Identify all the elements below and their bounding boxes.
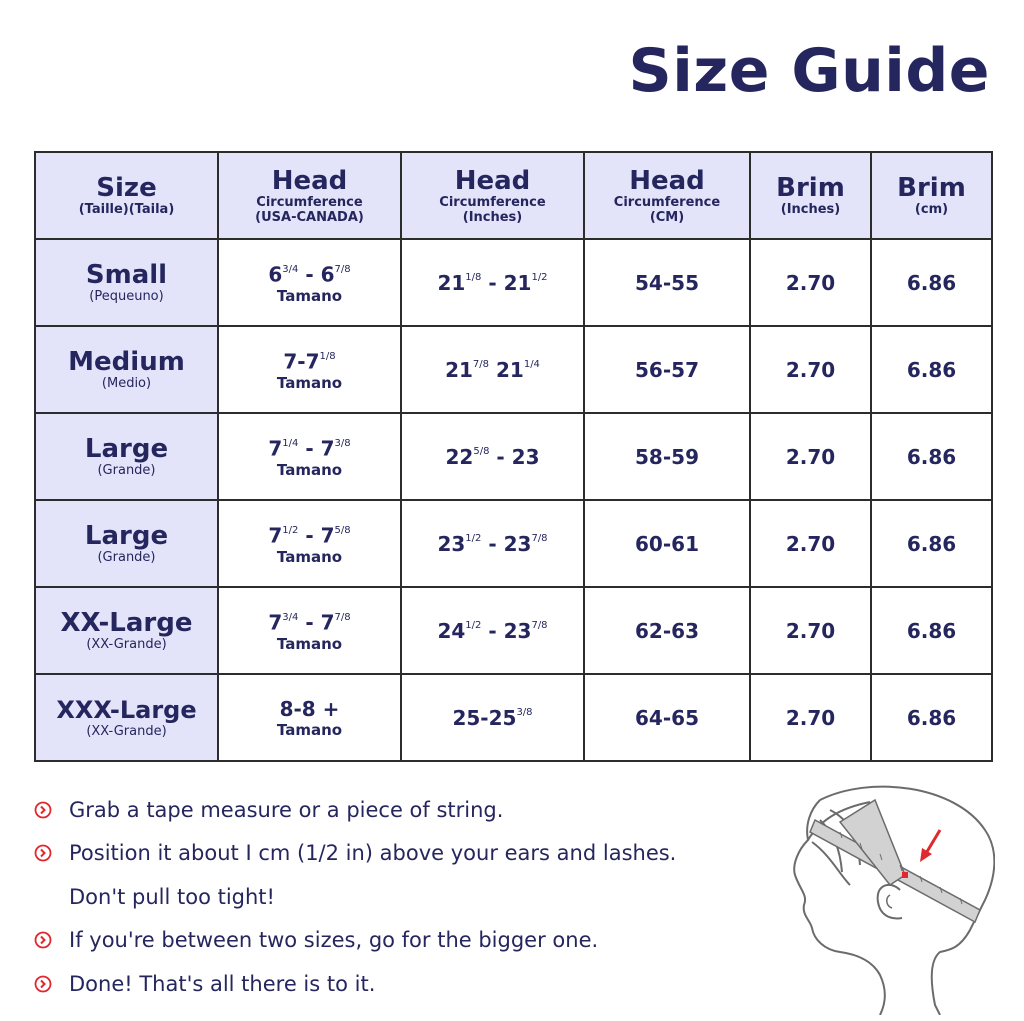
table-row [35, 587, 992, 674]
size-label: Medium [68, 347, 185, 377]
size-label: XXX-Large [56, 696, 197, 724]
table-row [35, 413, 992, 500]
tip-item [34, 962, 754, 1006]
size-sublabel: (Grande) [97, 463, 156, 478]
usa-canada-cell [218, 674, 401, 761]
inches-value: $22^{5/8} - 23$ [445, 444, 540, 469]
inches-value: $23^{1/2} - 23^{7/8}$ [437, 531, 548, 556]
header-brim-cm: Brim (cm) [871, 152, 992, 239]
table-row [35, 500, 992, 587]
cm-cell [584, 326, 750, 413]
table-row [35, 326, 992, 413]
usa-canada-value: $7^{1/2} - 7^{5/8}$ [268, 523, 351, 548]
tip-item [34, 919, 754, 963]
brim-cm-cell [871, 239, 992, 326]
inches-cell [401, 674, 584, 761]
size-cell [35, 326, 218, 413]
usa-canada-value: $6^{3/4} - 6^{7/8}$ [268, 262, 351, 287]
inches-value: $21^{7/8}$ $21^{1/4}$ [445, 357, 540, 382]
size-sublabel: (Medio) [101, 376, 152, 391]
cm-cell [584, 587, 750, 674]
tip-item [34, 875, 754, 919]
header-head-usa: Head Circumference (USA-CANADA) [218, 152, 401, 239]
usa-canada-sublabel: Tamano [276, 373, 343, 392]
chevron-circle-right-icon [34, 931, 52, 949]
usa-canada-sublabel: Tamano [276, 286, 343, 305]
brim-inches-value: 2.70 [785, 444, 836, 469]
header-row [35, 152, 992, 239]
usa-canada-cell [218, 587, 401, 674]
size-label: XX-Large [60, 608, 193, 638]
usa-canada-value: 8-8 + [279, 696, 340, 721]
usa-canada-cell [218, 326, 401, 413]
size-label: Large [84, 434, 169, 464]
tip-item [34, 788, 754, 832]
size-sublabel: (Grande) [97, 550, 156, 565]
size-cell [35, 413, 218, 500]
size-label: Small [85, 260, 168, 290]
brim-inches-value: 2.70 [785, 357, 836, 382]
inches-value: $24^{1/2} - 23^{7/8}$ [437, 618, 548, 643]
inches-cell [401, 500, 584, 587]
brim-cm-value: 6.86 [906, 531, 957, 556]
size-cell [35, 674, 218, 761]
size-label: Large [84, 521, 169, 551]
brim-cm-cell [871, 587, 992, 674]
tips-list [34, 788, 754, 1006]
cm-cell [584, 500, 750, 587]
usa-canada-value: $7-7^{1/8}$ [283, 349, 336, 374]
table-row [35, 674, 992, 761]
size-table [34, 151, 993, 762]
header-head-cm: Head Circumference (CM) [584, 152, 750, 239]
cm-value: 60-61 [635, 531, 699, 556]
tip-item [34, 832, 754, 876]
cm-value: 54-55 [635, 270, 699, 295]
cm-value: 58-59 [635, 444, 699, 469]
brim-cm-cell [871, 413, 992, 500]
brim-inches-value: 2.70 [785, 618, 836, 643]
head-tape-measure-illustration [780, 780, 995, 1015]
brim-cm-value: 6.86 [906, 618, 957, 643]
chevron-circle-right-icon [34, 844, 52, 862]
size-cell [35, 239, 218, 326]
tip-text: Grab a tape measure or a piece of string. [69, 797, 504, 822]
brim-cm-cell [871, 500, 992, 587]
inches-value: $21^{1/8} - 21^{1/2}$ [437, 270, 548, 295]
size-cell [35, 500, 218, 587]
tip-text: Done! That's all there is to it. [69, 971, 376, 996]
inches-cell [401, 413, 584, 500]
tip-text: If you're between two sizes, go for the bigger one. [69, 928, 599, 953]
brim-inches-cell [750, 239, 871, 326]
header-brim-inches: Brim (Inches) [750, 152, 871, 239]
brim-inches-cell [750, 326, 871, 413]
usa-canada-sublabel: Tamano [276, 634, 343, 653]
tip-text: Position it about I cm (1/2 in) above your ears and lashes. [69, 841, 677, 866]
size-sublabel: (XX-Grande) [86, 724, 167, 739]
usa-canada-sublabel: Tamano [276, 547, 343, 566]
inches-cell [401, 326, 584, 413]
brim-inches-value: 2.70 [785, 270, 836, 295]
brim-inches-cell [750, 674, 871, 761]
brim-inches-cell [750, 500, 871, 587]
usa-canada-value: $7^{3/4} - 7^{7/8}$ [268, 610, 351, 635]
chevron-circle-right-icon [34, 801, 52, 819]
usa-canada-cell [218, 413, 401, 500]
brim-cm-cell [871, 326, 992, 413]
usa-canada-cell [218, 239, 401, 326]
brim-inches-value: 2.70 [785, 531, 836, 556]
tip-text: Don't pull too tight! [69, 884, 275, 909]
brim-cm-value: 6.86 [906, 705, 957, 730]
cm-cell [584, 674, 750, 761]
brim-inches-value: 2.70 [785, 705, 836, 730]
size-sublabel: (XX-Grande) [86, 637, 167, 652]
brim-inches-cell [750, 413, 871, 500]
cm-value: 56-57 [635, 357, 699, 382]
usa-canada-cell [218, 500, 401, 587]
usa-canada-value: $7^{1/4} - 7^{3/8}$ [268, 436, 351, 461]
cm-value: 62-63 [635, 618, 699, 643]
cm-value: 64-65 [635, 705, 699, 730]
brim-cm-value: 6.86 [906, 444, 957, 469]
inches-value: $25-25^{3/8}$ [452, 705, 533, 730]
table-row [35, 239, 992, 326]
cm-cell [584, 413, 750, 500]
header-head-inches: Head Circumference (Inches) [401, 152, 584, 239]
cm-cell [584, 239, 750, 326]
brim-inches-cell [750, 587, 871, 674]
inches-cell [401, 239, 584, 326]
brim-cm-value: 6.86 [906, 357, 957, 382]
chevron-circle-right-icon [34, 975, 52, 993]
size-cell [35, 587, 218, 674]
brim-cm-cell [871, 674, 992, 761]
page-title: Size Guide [628, 36, 990, 106]
usa-canada-sublabel: Tamano [276, 720, 343, 739]
inches-cell [401, 587, 584, 674]
size-sublabel: (Pequeuno) [89, 289, 164, 304]
header-size: Size (Taille)(Taila) [35, 152, 218, 239]
usa-canada-sublabel: Tamano [276, 460, 343, 479]
brim-cm-value: 6.86 [906, 270, 957, 295]
